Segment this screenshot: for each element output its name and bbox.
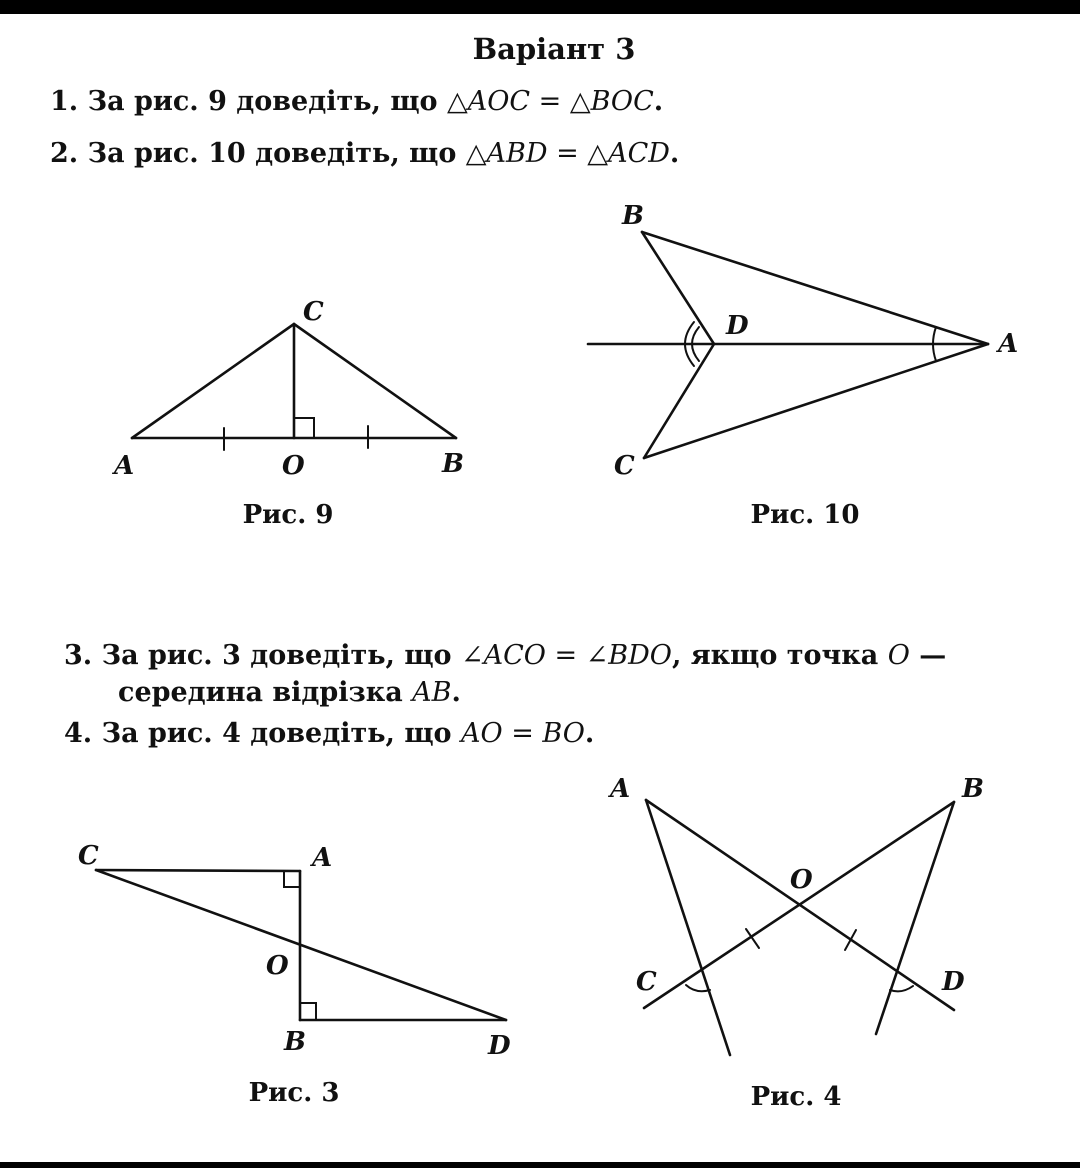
tick-mark-od (845, 930, 856, 950)
line-ac (646, 800, 730, 1055)
point-label-c: C (78, 841, 99, 871)
point-label-d: D (726, 311, 749, 341)
segment-ac (132, 324, 294, 438)
point-label-c: C (303, 297, 324, 327)
task-end: . (669, 138, 680, 169)
task-text: За рис. 10 доведіть, що (87, 138, 457, 169)
segment-cd (644, 344, 714, 458)
point-label-d: D (942, 967, 965, 997)
figure-9 (132, 324, 456, 450)
figure-4-caption: Рис. 4 (750, 1082, 842, 1112)
task-mid: , якщо точка (671, 640, 879, 671)
task-text: За рис. 9 доведіть, що (87, 86, 438, 117)
task-expression: AO = BO (460, 718, 585, 749)
task-expression: AB (412, 677, 452, 708)
segment-bd (642, 232, 714, 344)
point-label-b: B (962, 774, 984, 804)
task-expression: △AOC = △BOC (446, 86, 654, 117)
figure-10-caption: Рис. 10 (750, 500, 860, 530)
point-label-a: A (610, 774, 631, 804)
point-label-b: B (622, 201, 644, 231)
bottom-border (0, 1162, 1080, 1168)
point-label-c: C (636, 967, 657, 997)
point-label-b: B (284, 1027, 306, 1057)
task-expression: ∠ACO = ∠BDO (460, 640, 672, 671)
figure-3 (96, 870, 506, 1020)
task-end: . (653, 86, 664, 117)
task-number: 1. (50, 86, 79, 117)
figure-4 (644, 800, 954, 1055)
point-label-a: A (998, 329, 1019, 359)
point-label-b: B (442, 449, 464, 479)
task-expression: △ABD = △ACD (465, 138, 670, 169)
angle-arc-d (890, 986, 913, 991)
figure-9-caption: Рис. 9 (242, 500, 334, 530)
point-label-o: O (282, 451, 305, 481)
right-angle-mark-b (300, 1003, 316, 1020)
task-text: За рис. 3 доведіть, що (101, 640, 452, 671)
figure-10 (588, 232, 988, 458)
point-label-o: O (790, 865, 813, 895)
point-label-a: A (312, 843, 333, 873)
task-end: . (451, 677, 461, 708)
task-text: середина відрізка (118, 677, 403, 708)
line-bd (876, 802, 954, 1034)
page-title: Варіант 3 (472, 32, 636, 66)
task-point: O (887, 640, 910, 671)
point-label-d: D (488, 1031, 511, 1061)
task-number: 3. (64, 640, 93, 671)
task-end: . (584, 718, 595, 749)
right-angle-mark-a (284, 871, 300, 887)
figure-3-caption: Рис. 3 (248, 1078, 340, 1108)
task-number: 4. (64, 718, 93, 749)
task-dash: — (919, 640, 947, 671)
task-text: За рис. 4 доведіть, що (101, 718, 452, 749)
segment-ca (96, 870, 300, 871)
point-label-o: O (266, 951, 289, 981)
segment-cb (294, 324, 456, 438)
point-label-a: A (114, 451, 135, 481)
point-label-c: C (614, 451, 635, 481)
task-number: 2. (50, 138, 79, 169)
right-angle-mark (294, 418, 314, 438)
